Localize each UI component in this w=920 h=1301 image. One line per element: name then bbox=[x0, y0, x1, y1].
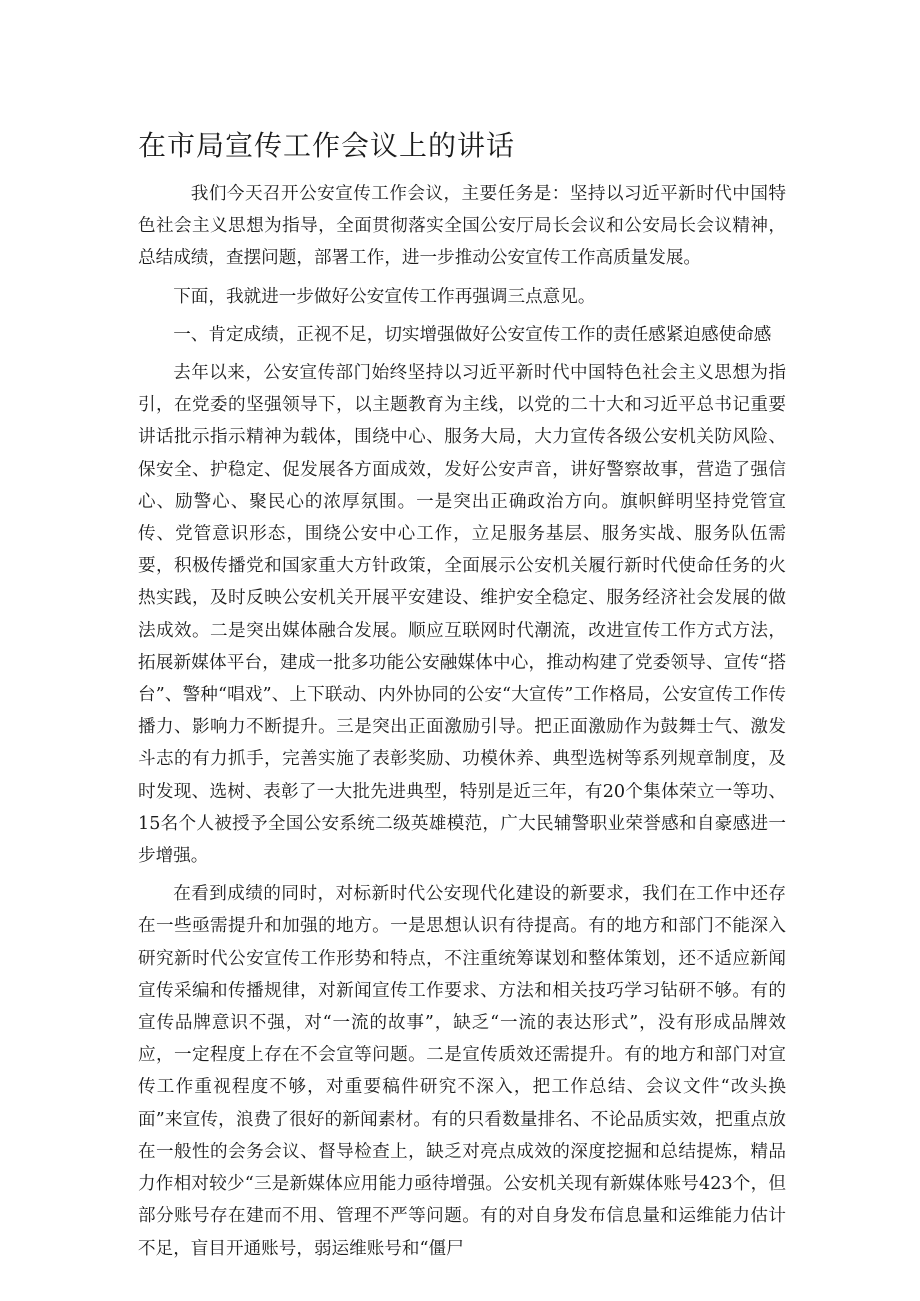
document-title: 在市局宣传工作会议上的讲话 bbox=[138, 129, 516, 162]
paragraph-shortcomings: 在看到成绩的同时，对标新时代公安现代化建设的新要求，我们在工作中还存在一些亟需提升和加强的地方。一是思想认识有待提高。有的地方和部门不能深入研究新时代公安宣传工作形势和特点，不注重统筹谋划和整体策划，还不适应新闻宣传采编和传播规律，对新闻宣传工作要求、方法和相关技巧学习钻研不够。有的宣传品牌意识不强，对“一流的故事”，缺乏“一流的表达形式”，没有形成品牌效应，一定程度上存在不会宣等问题。二是宣传质效还需提升。有的地方和部门对宣传工作重视程度不够，对重要稿件研究不深入，把工作总结、会议文件“改头换面”来宣传，浪费了很好的新闻素材。有的只看数量排名、不论品质实效，把重点放在一般性的会务会议、督导检查上，缺乏对亮点成效的深度挖掘和总结提炼，精品力作相对较少“三是新媒体应用能力亟待增强。公安机关现有新媒体账号423个，但部分账号存在建而不用、管理不严等问题。有的对自身发布信息量和运维能力估计不足，盲目开通账号，弱运维账号和“僵尸 bbox=[138, 884, 786, 1259]
document-body bbox=[138, 178, 786, 1265]
paragraph-opening: 我们今天召开公安宣传工作会议，主要任务是：坚持以习近平新时代中国特色社会主义思想为指导，全面贯彻落实全国公安厅局长会议和公安局长会议精神，总结成绩，查摆问题，部署工作，进一步推动公安宣传工作高质量发展。 bbox=[138, 184, 786, 269]
paragraph-intro: 下面，我就进一步做好公安宣传工作再强调三点意见。 bbox=[173, 286, 596, 307]
paragraph-achievements: 去年以来，公安宣传部门始终坚持以习近平新时代中国特色社会主义思想为指引，在党委的坚强领导下，以主题教育为主线，以党的二十大和习近平总书记重要讲话批示指示精神为载体，围绕中心、服务大局，大力宣传各级公安机关防风险、保安全、护稳定、促发展各方面成效，发好公安声音，讲好警察故事，营造了强信心、励警心、聚民心的浓厚氛围。一是突出正确政治方向。旗帜鲜明坚持党管宣传、党管意识形态，围绕公安中心工作，立足服务基层、服务实战、服务队伍需要，积极传播党和国家重大方针政策，全面展示公安机关履行新时代使命任务的火热实践，及时反映公安机关开展平安建设、维护安全稳定、服务经济社会发展的做法成效。二是突出媒体融合发展。顺应互联网时代潮流，改进宣传工作方式方法，拓展新媒体平台，建成一批多功能公安融媒体中心，推动构建了党委领导、宣传“搭台”、警种“唱戏”、上下联动、内外协同的公安“大宣传”工作格局，公安宣传工作传播力、影响力不断提升。三是突出正面激励引导。把正面激励作为鼓舞士气、激发斗志的有力抓手，完善实施了表彰奖励、功模休养、典型选树等系列规章制度，及时发现、选树、表彰了一大批先进典型，特别是近三年，有20个集体荣立一等功、15名个人被授予全国公安系统二级英雄模范，广大民辅警职业荣誉感和自豪感进一步增强。 bbox=[138, 363, 786, 867]
section-heading-1: 一、肯定成绩，正视不足，切实增强做好公安宣传工作的责任感紧迫感使命感 bbox=[173, 324, 772, 345]
